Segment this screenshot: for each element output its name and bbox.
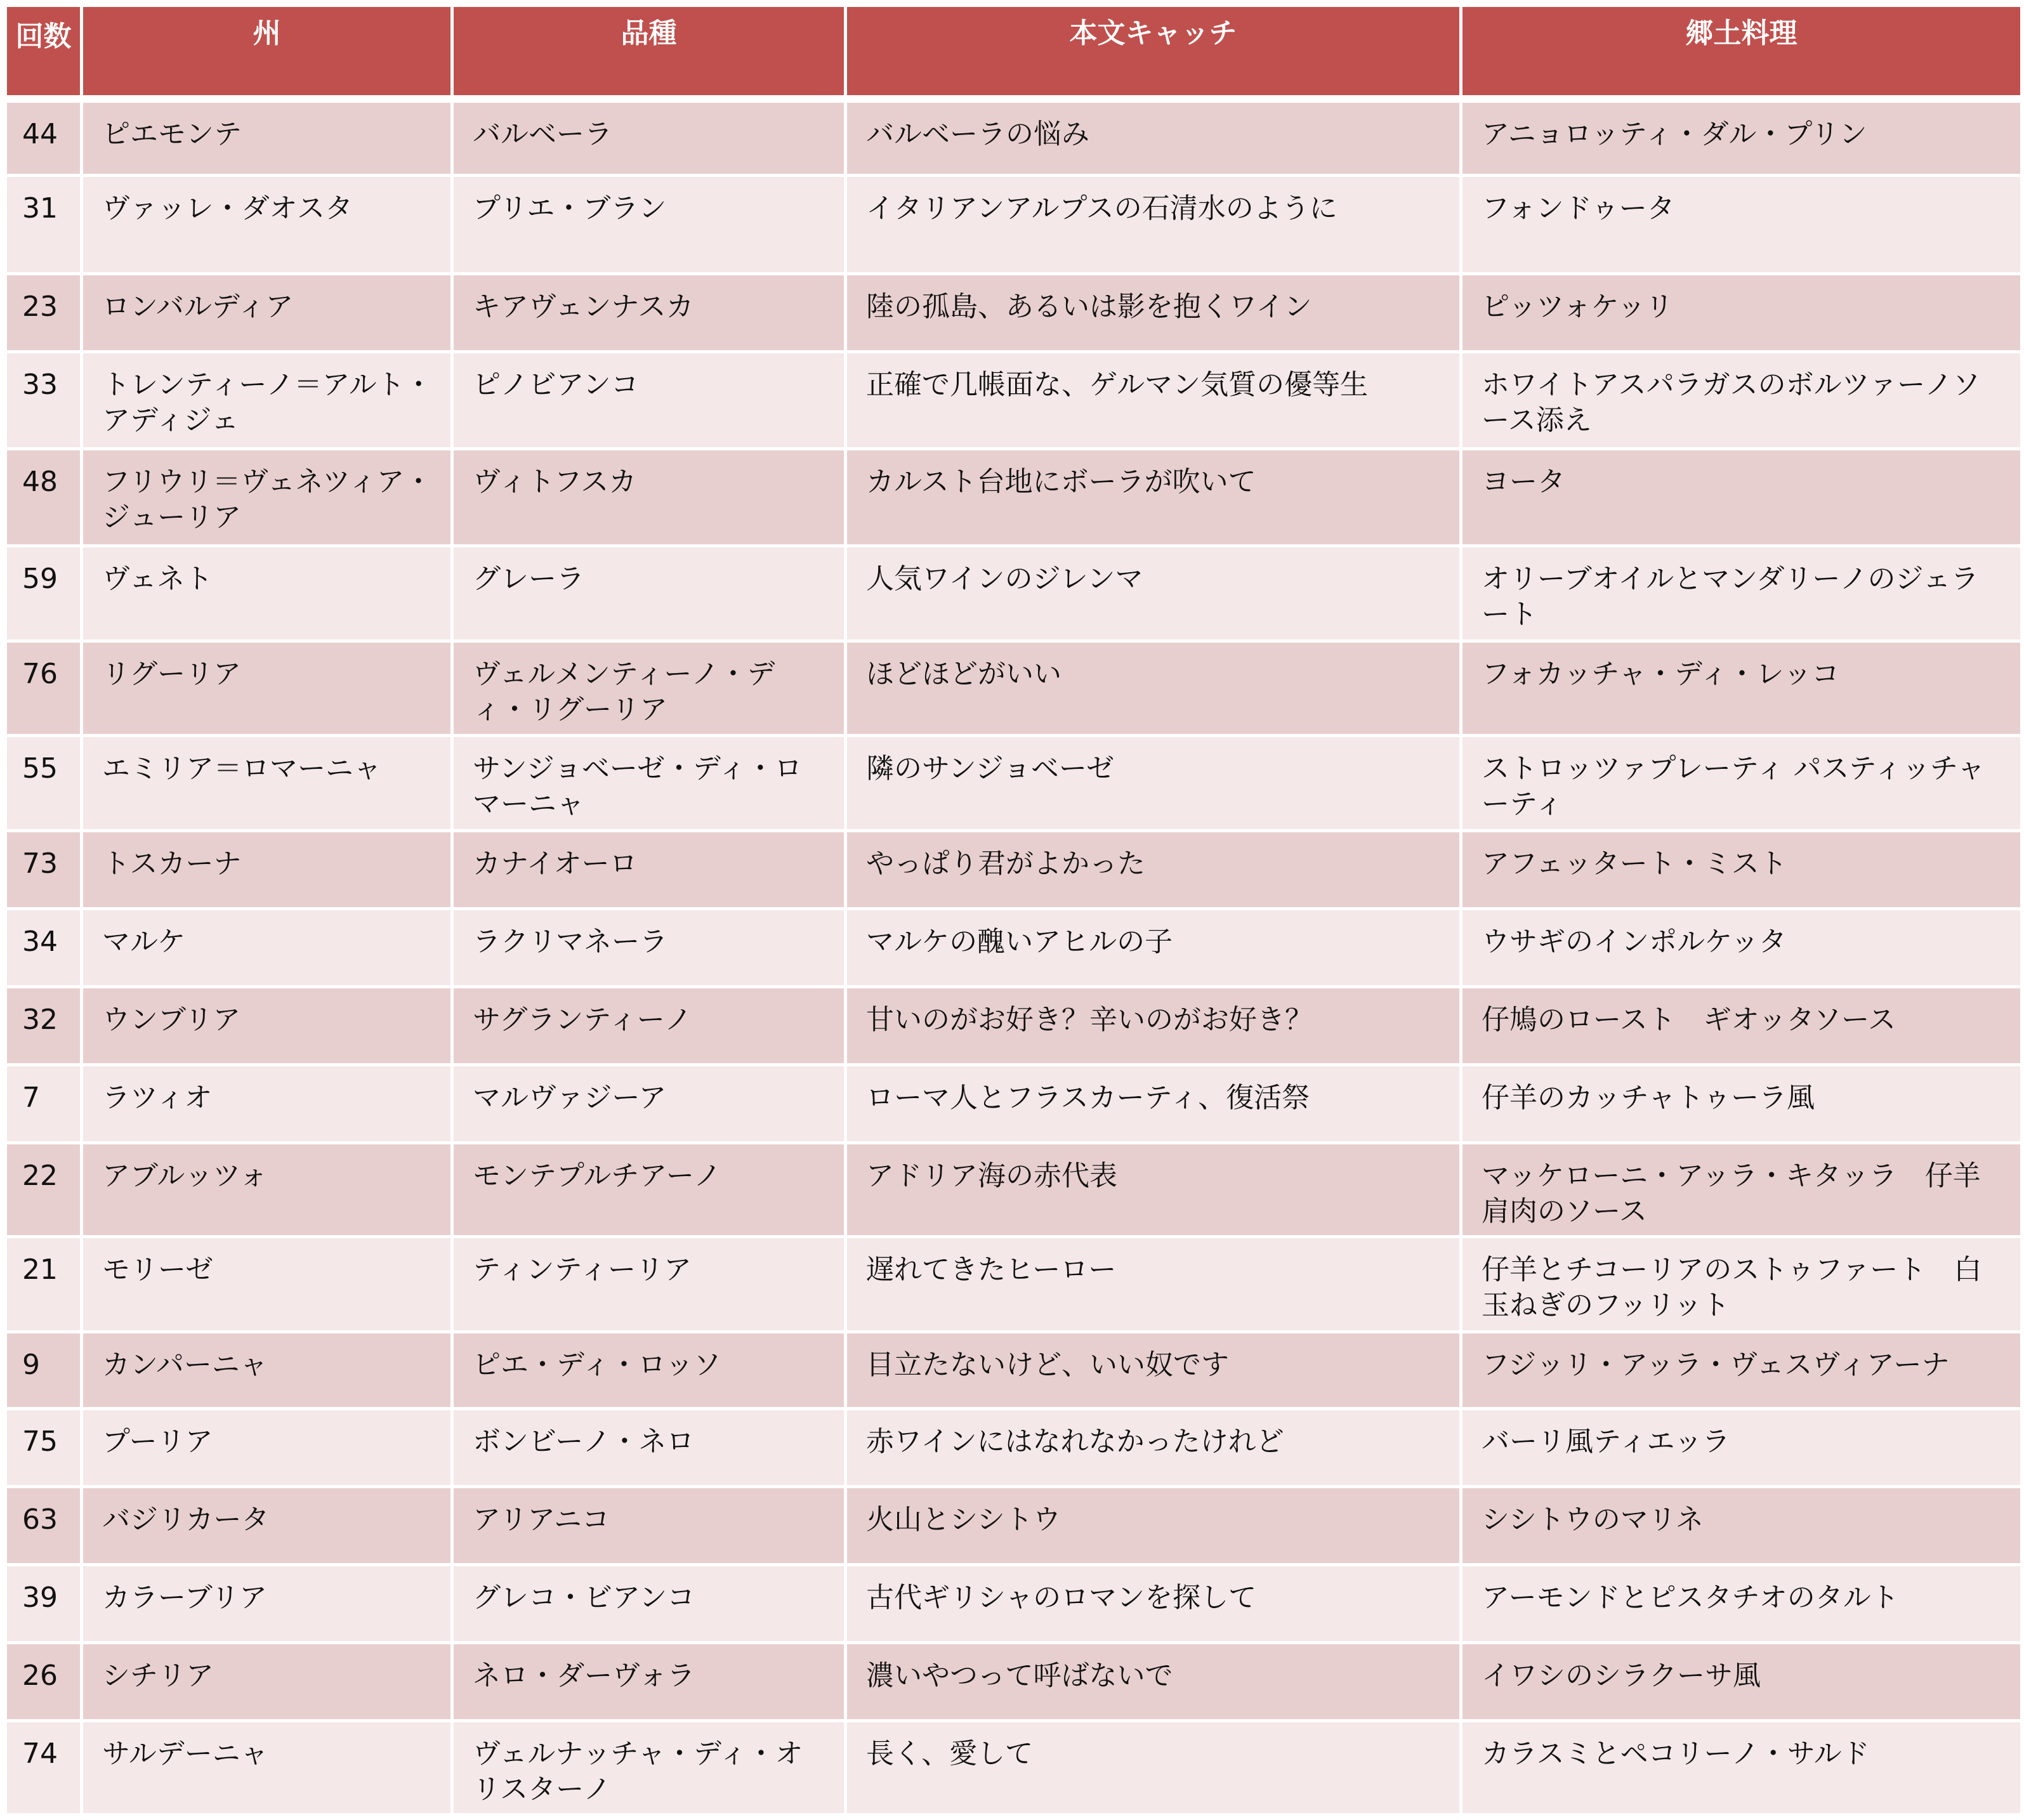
cell-region: プーリア xyxy=(82,1409,452,1487)
cell-num: 39 xyxy=(6,1565,82,1643)
cell-variety: モンテプルチアーノ xyxy=(452,1143,846,1237)
cell-region: モリーゼ xyxy=(82,1237,452,1332)
cell-variety: ティンティーリア xyxy=(452,1237,846,1332)
header-variety: 品種 xyxy=(452,6,846,99)
cell-region: ピエモンテ xyxy=(82,99,452,176)
cell-region: エミリア＝ロマーニャ xyxy=(82,736,452,831)
cell-variety: マルヴァジーア xyxy=(452,1065,846,1143)
cell-dish: イワシのシラクーサ風 xyxy=(1461,1643,2022,1721)
cell-catch: 遅れてきたヒーロー xyxy=(846,1237,1461,1332)
cell-num: 33 xyxy=(6,352,82,449)
table-row xyxy=(6,99,2022,176)
cell-dish: ストロッツァプレーティ パスティッチャーティ xyxy=(1461,736,2022,831)
cell-catch: 人気ワインのジレンマ xyxy=(846,546,1461,641)
cell-num: 9 xyxy=(6,1332,82,1409)
cell-variety: ピノビアンコ xyxy=(452,352,846,449)
cell-num: 23 xyxy=(6,274,82,352)
cell-variety: ヴェルナッチャ・ディ・オリスターノ xyxy=(452,1721,846,1815)
cell-dish: 仔鳩のロースト ギオッタソース xyxy=(1461,987,2022,1065)
cell-catch: 赤ワインにはなれなかったけれど xyxy=(846,1409,1461,1487)
cell-variety: ピエ・ディ・ロッソ xyxy=(452,1332,846,1409)
table-row xyxy=(6,1643,2022,1721)
table-row xyxy=(6,1409,2022,1487)
table-row xyxy=(6,1065,2022,1143)
table-row xyxy=(6,176,2022,274)
cell-catch: やっぱり君がよかった xyxy=(846,831,1461,909)
table-row xyxy=(6,449,2022,546)
cell-region: トレンティーノ＝アルト・アディジェ xyxy=(82,352,452,449)
cell-variety: サンジョベーゼ・ディ・ロマーニャ xyxy=(452,736,846,831)
table-row xyxy=(6,1143,2022,1237)
table-row xyxy=(6,352,2022,449)
cell-num: 48 xyxy=(6,449,82,546)
cell-catch: 火山とシシトウ xyxy=(846,1487,1461,1565)
cell-region: ヴァッレ・ダオスタ xyxy=(82,176,452,274)
cell-region: シチリア xyxy=(82,1643,452,1721)
cell-dish: ホワイトアスパラガスのボルツァーノソース添え xyxy=(1461,352,2022,449)
cell-catch: 目立たないけど、いい奴です xyxy=(846,1332,1461,1409)
cell-catch: ほどほどがいい xyxy=(846,641,1461,736)
cell-catch: マルケの醜いアヒルの子 xyxy=(846,909,1461,987)
table-row xyxy=(6,909,2022,987)
header-catch: 本文キャッチ xyxy=(846,6,1461,99)
cell-region: カラーブリア xyxy=(82,1565,452,1643)
cell-region: ラツィオ xyxy=(82,1065,452,1143)
cell-dish: ウサギのインポルケッタ xyxy=(1461,909,2022,987)
cell-num: 31 xyxy=(6,176,82,274)
cell-variety: プリエ・ブラン xyxy=(452,176,846,274)
cell-catch: 陸の孤島、あるいは影を抱くワイン xyxy=(846,274,1461,352)
cell-num: 55 xyxy=(6,736,82,831)
cell-dish: 仔羊のカッチャトゥーラ風 xyxy=(1461,1065,2022,1143)
cell-region: ウンブリア xyxy=(82,987,452,1065)
cell-num: 76 xyxy=(6,641,82,736)
cell-region: リグーリア xyxy=(82,641,452,736)
cell-num: 26 xyxy=(6,1643,82,1721)
table-row xyxy=(6,1237,2022,1332)
cell-catch: アドリア海の赤代表 xyxy=(846,1143,1461,1237)
cell-catch: 正確で几帳面な、ゲルマン気質の優等生 xyxy=(846,352,1461,449)
table-row xyxy=(6,736,2022,831)
cell-variety: アリアニコ xyxy=(452,1487,846,1565)
cell-num: 22 xyxy=(6,1143,82,1237)
cell-variety: グレーラ xyxy=(452,546,846,641)
cell-num: 44 xyxy=(6,99,82,176)
table-row xyxy=(6,987,2022,1065)
table-row xyxy=(6,546,2022,641)
cell-catch: 甘いのがお好き？辛いのがお好き？ xyxy=(846,987,1461,1065)
cell-dish: マッケローニ・アッラ・キタッラ 仔羊肩肉のソース xyxy=(1461,1143,2022,1237)
cell-region: バジリカータ xyxy=(82,1487,452,1565)
table-row xyxy=(6,1565,2022,1643)
header-num: 回数 xyxy=(6,6,82,99)
cell-num: 59 xyxy=(6,546,82,641)
cell-dish: アフェッタート・ミスト xyxy=(1461,831,2022,909)
cell-variety: サグランティーノ xyxy=(452,987,846,1065)
cell-num: 75 xyxy=(6,1409,82,1487)
wine-table-container xyxy=(4,4,2020,1816)
table-row xyxy=(6,1487,2022,1565)
cell-variety: バルベーラ xyxy=(452,99,846,176)
cell-variety: ヴェルメンティーノ・ディ・リグーリア xyxy=(452,641,846,736)
cell-dish: フォンドゥータ xyxy=(1461,176,2022,274)
cell-variety: ラクリマネーラ xyxy=(452,909,846,987)
cell-dish: 仔羊とチコーリアのストゥファート 白玉ねぎのフッリット xyxy=(1461,1237,2022,1332)
cell-dish: アーモンドとピスタチオのタルト xyxy=(1461,1565,2022,1643)
cell-region: ヴェネト xyxy=(82,546,452,641)
cell-region: サルデーニャ xyxy=(82,1721,452,1815)
cell-dish: アニョロッティ・ダル・プリン xyxy=(1461,99,2022,176)
cell-variety: ボンビーノ・ネロ xyxy=(452,1409,846,1487)
table-row xyxy=(6,274,2022,352)
cell-num: 21 xyxy=(6,1237,82,1332)
table-header-row xyxy=(6,6,2022,99)
cell-catch: カルスト台地にボーラが吹いて xyxy=(846,449,1461,546)
header-region: 州 xyxy=(82,6,452,99)
cell-dish: ピッツォケッリ xyxy=(1461,274,2022,352)
cell-dish: シシトウのマリネ xyxy=(1461,1487,2022,1565)
cell-dish: バーリ風ティエッラ xyxy=(1461,1409,2022,1487)
cell-dish: オリーブオイルとマンダリーノのジェラート xyxy=(1461,546,2022,641)
table-row xyxy=(6,1332,2022,1409)
cell-dish: フジッリ・アッラ・ヴェスヴィアーナ xyxy=(1461,1332,2022,1409)
cell-num: 74 xyxy=(6,1721,82,1815)
cell-region: ロンバルディア xyxy=(82,274,452,352)
cell-catch: 古代ギリシャのロマンを探して xyxy=(846,1565,1461,1643)
cell-region: トスカーナ xyxy=(82,831,452,909)
cell-region: マルケ xyxy=(82,909,452,987)
wine-table xyxy=(4,4,2023,1816)
cell-region: カンパーニャ xyxy=(82,1332,452,1409)
cell-region: アブルッツォ xyxy=(82,1143,452,1237)
cell-variety: ネロ・ダーヴォラ xyxy=(452,1643,846,1721)
cell-catch: バルベーラの悩み xyxy=(846,99,1461,176)
cell-num: 34 xyxy=(6,909,82,987)
cell-dish: ヨータ xyxy=(1461,449,2022,546)
table-row xyxy=(6,831,2022,909)
cell-variety: キアヴェンナスカ xyxy=(452,274,846,352)
cell-dish: カラスミとペコリーノ・サルド xyxy=(1461,1721,2022,1815)
cell-num: 7 xyxy=(6,1065,82,1143)
header-dish: 郷土料理 xyxy=(1461,6,2022,99)
cell-catch: 濃いやつって呼ばないで xyxy=(846,1643,1461,1721)
cell-region: フリウリ＝ヴェネツィア・ジューリア xyxy=(82,449,452,546)
table-row xyxy=(6,1721,2022,1815)
cell-catch: 隣のサンジョベーゼ xyxy=(846,736,1461,831)
cell-num: 63 xyxy=(6,1487,82,1565)
cell-variety: カナイオーロ xyxy=(452,831,846,909)
cell-variety: ヴィトフスカ xyxy=(452,449,846,546)
cell-num: 32 xyxy=(6,987,82,1065)
table-row xyxy=(6,641,2022,736)
cell-catch: 長く、愛して xyxy=(846,1721,1461,1815)
cell-variety: グレコ・ビアンコ xyxy=(452,1565,846,1643)
cell-num: 73 xyxy=(6,831,82,909)
cell-catch: イタリアンアルプスの石清水のように xyxy=(846,176,1461,274)
cell-dish: フォカッチャ・ディ・レッコ xyxy=(1461,641,2022,736)
cell-catch: ローマ人とフラスカーティ、復活祭 xyxy=(846,1065,1461,1143)
